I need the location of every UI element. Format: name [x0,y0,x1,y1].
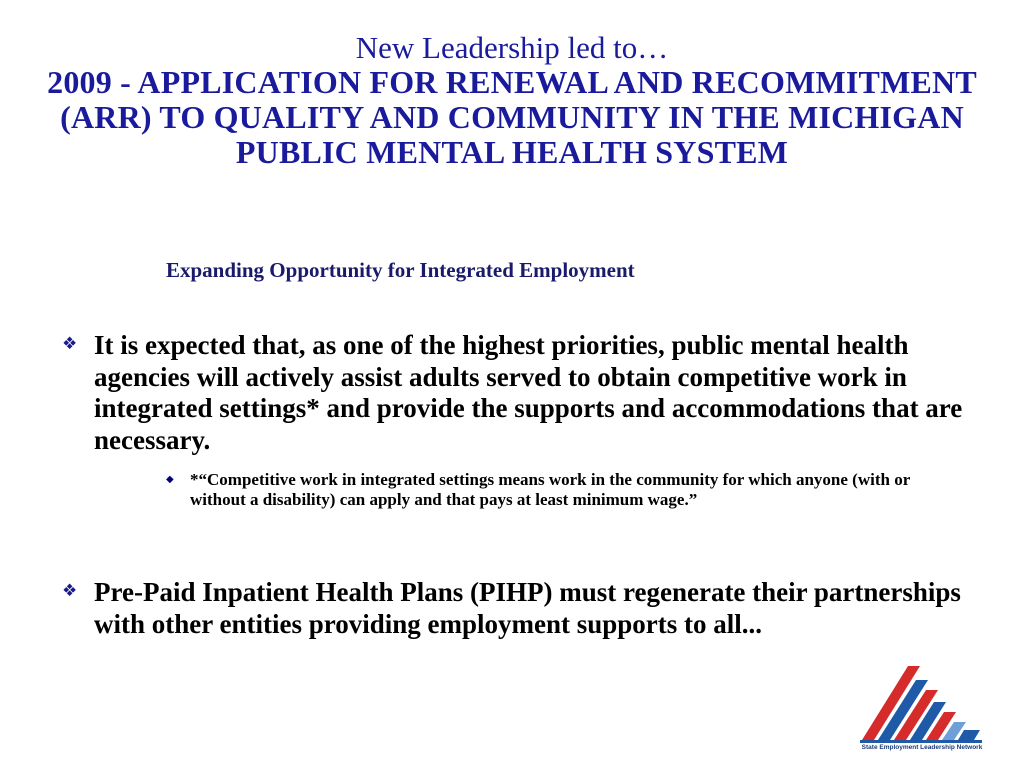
diamond-bullet-icon: ❖ [62,581,78,600]
slide-subtitle: Expanding Opportunity for Integrated Employment [166,258,635,282]
logo-stripe-blue-3 [958,730,980,740]
diamond-bullet-icon: ❖ [62,334,78,353]
sub-bullet-text-1: *“Competitive work in integrated settings means work in the community for which anyone (with or without a disability) can apply and that pays at least minimum wage.” [190,470,910,509]
bullet-text-2: Pre-Paid Inpatient Health Plans (PIHP) must regenerate their partnerships with other entities providing employment supports to all... [94,577,961,639]
logo-caption: State Employment Leadership Network [861,744,983,751]
sub-bullet-item-1 [166,470,946,510]
bullet-text-1: It is expected that, as one of the highest priorities, public mental health agencies will actively assist adults served to obtain competitive work in integrated settings* and provide the supports and accommodations that are necessary. [94,330,963,455]
title-line-main: 2009 - APPLICATION FOR RENEWAL AND RECOMMITMENT (ARR) TO QUALITY AND COMMUNITY IN THE MICHIGAN PUBLIC MENTAL HEALTH SYSTEM [47,64,977,170]
title-line-intro: New Leadership led to… [355,30,669,65]
logo-base-bar [860,740,982,743]
slide-title [40,30,984,170]
bullet-item-1 [62,330,982,456]
small-diamond-icon: ◆ [166,474,174,485]
bullet-item-2 [62,577,982,640]
